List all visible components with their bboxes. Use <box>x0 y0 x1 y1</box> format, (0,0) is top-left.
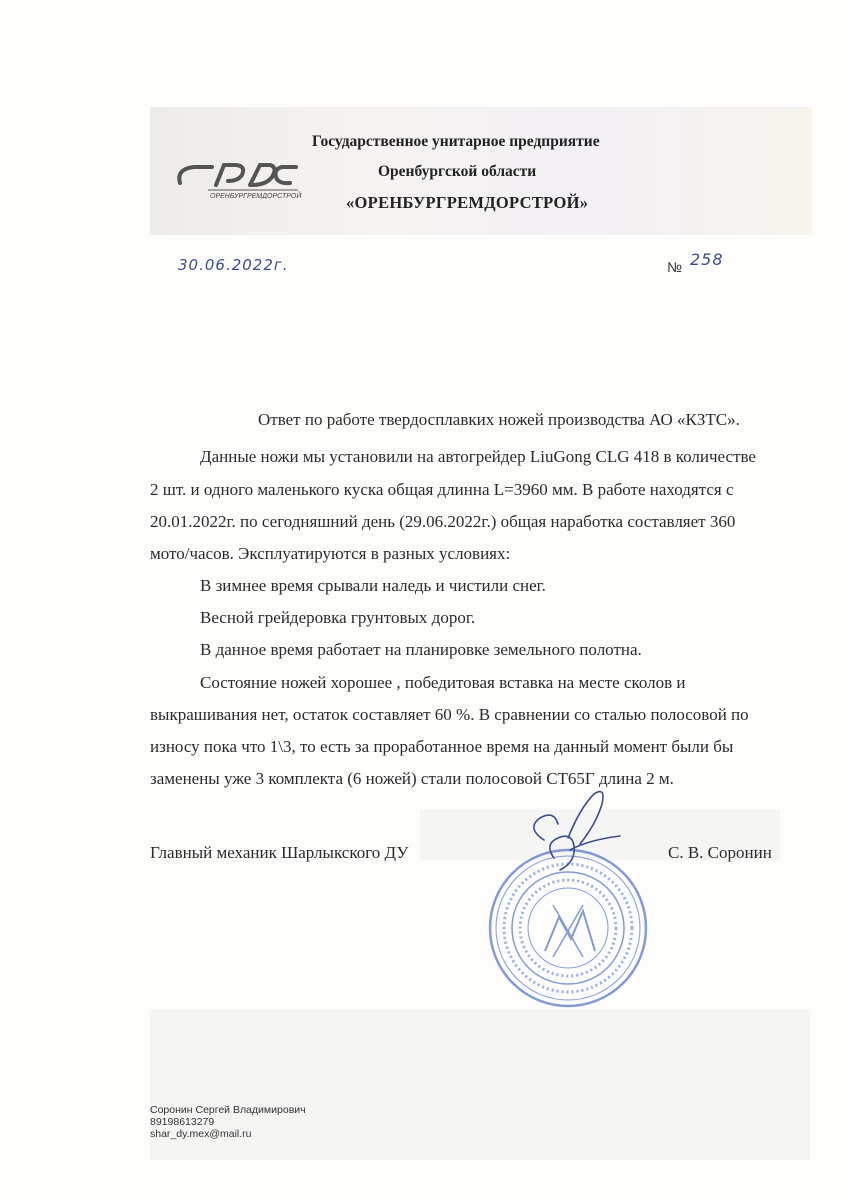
body-line: Весной грейдеровка грунтовых дорог. <box>200 608 476 627</box>
org-name-line-1: Государственное унитарное предприятие <box>312 133 600 150</box>
signatory-position: Главный механик Шарлыкского ДУ <box>150 843 409 862</box>
signatory-name: С. В. Соронин <box>668 843 772 862</box>
letter-date: 30.06.2022г. <box>178 256 289 274</box>
body-line: 20.01.2022г. по сегодняшний день (29.06.2022г.) общая наработка составляет 360 <box>150 512 736 531</box>
logo-subtitle: ОРЕНБУРГРЕМДОРСТРОЙ <box>210 193 302 199</box>
body-line: В зимнее время срывали наледь и чистили снег. <box>200 576 546 595</box>
body-line: заменены уже 3 комплекта (6 ножей) стали полосовой СТ65Г длина 2 м. <box>150 769 674 788</box>
body-line: износу пока что 1\3, то есть за проработанное время на данный момент были бы <box>150 737 734 756</box>
body-line: мото/часов. Эксплуатируются в разных условиях: <box>150 544 511 563</box>
letter-title: Ответ по работе твердосплавких ножей производства АО «КЗТС». <box>258 410 740 429</box>
contact-name: Соронин Сергей Владимирович <box>150 1104 306 1116</box>
body-line: Данные ножи мы установили на автогрейдер LiuGong CLG 418 в количестве <box>200 447 756 466</box>
contact-email: shar_dy.mex@mail.ru <box>150 1128 252 1140</box>
org-name-line-3: «ОРЕНБУРГРЕМДОРСТРОЙ» <box>346 193 589 212</box>
body-line: 2 шт. и одного маленького куска общая длинна L=3960 мм. В работе находятся с <box>150 480 734 499</box>
letterhead <box>150 107 812 235</box>
number-label: № <box>667 259 683 275</box>
org-name-line-2: Оренбургской области <box>378 163 537 180</box>
handwritten-signature <box>524 788 624 872</box>
body-line: Состояние ножей хорошее , победитовая вставка на месте сколов и <box>200 673 686 692</box>
body-line: В данное время работает на планировке земельного полотна. <box>200 640 642 659</box>
contact-phone: 89198613279 <box>150 1116 215 1128</box>
body-line: выкрашивания нет, остаток составляет 60 %. В сравнении со сталью полосовой по <box>150 705 749 724</box>
letter-number: 258 <box>690 250 724 269</box>
company-logo <box>172 157 302 199</box>
